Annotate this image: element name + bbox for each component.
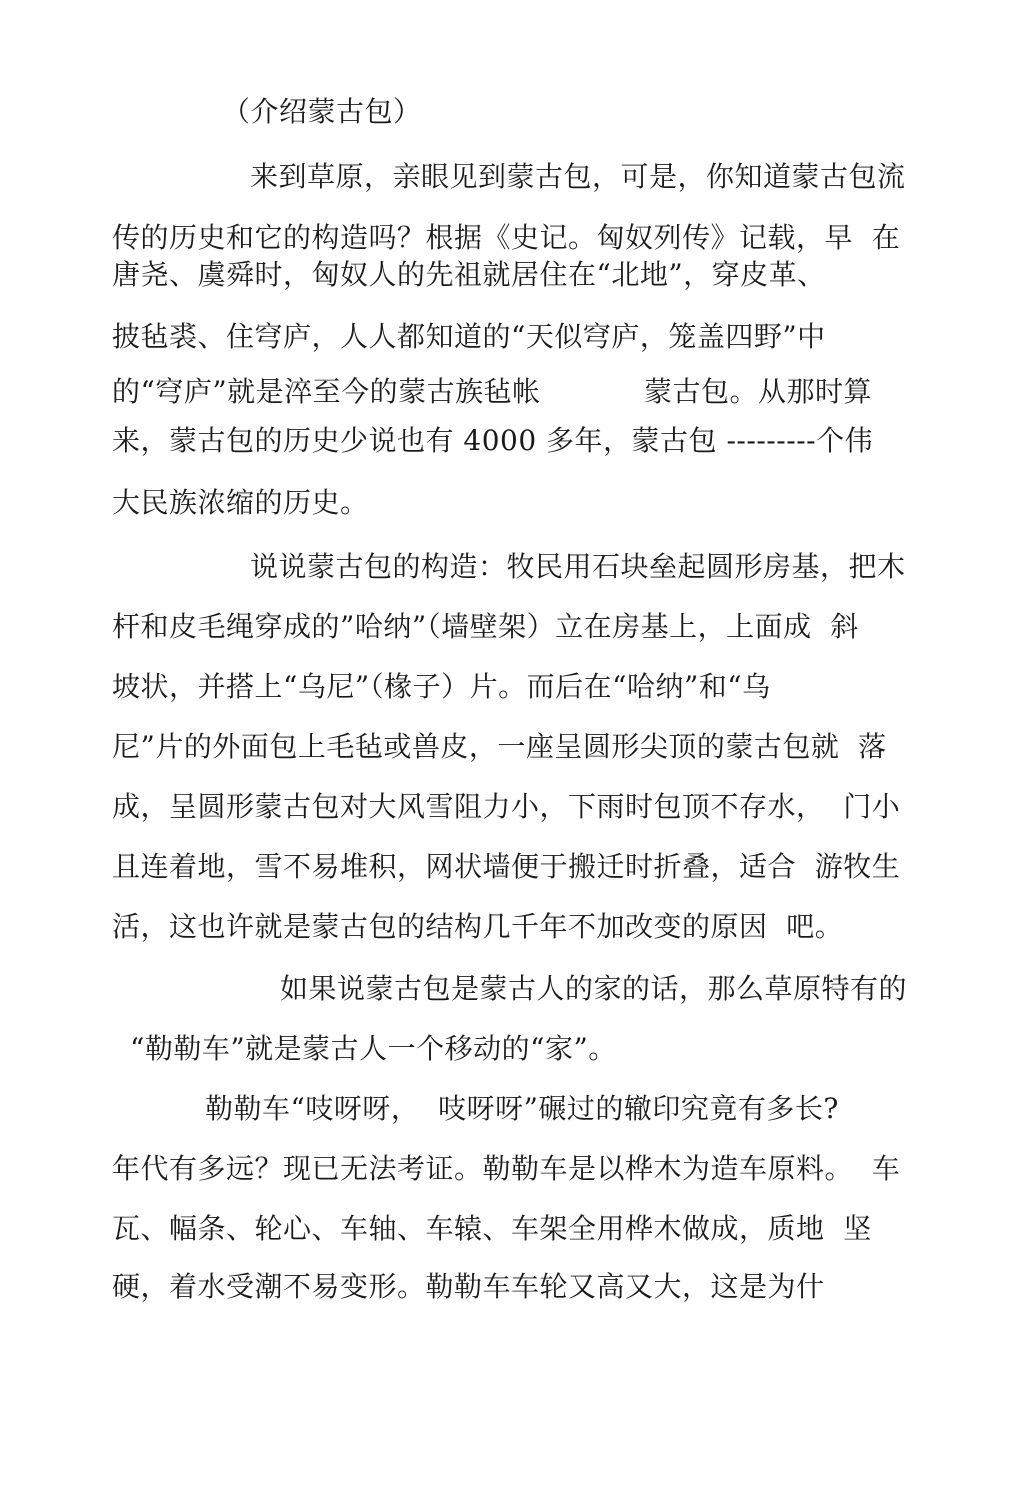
text-line: 硬，着水受潮不易变形。勒勒车车轮又高又大，这是为什	[112, 1270, 825, 1303]
text-line: 杆和皮毛绳穿成的”哈纳”（墙壁架）立在房基上，上面成 斜	[112, 610, 859, 643]
text-line: 年代有多远？现已无法考证。勒勒车是以桦木为造车原料。 车	[112, 1152, 901, 1185]
text-line: 勒勒车“吱呀呀， 吱呀呀”碾过的辙印究竟有多长?	[205, 1092, 839, 1125]
text-line: 来到草原，亲眼见到蒙古包，可是，你知道蒙古包流	[250, 160, 906, 193]
text-line: 传的历史和它的构造吗？根据《史记。匈奴列传》记载，早 在	[112, 221, 901, 254]
text-line: 来，蒙古包的历史少说也有 4000 多年，蒙古包 ---------个伟	[112, 424, 874, 457]
text-line: 的“穹庐”就是淬至今的蒙古族毡帐 蒙古包。从那时算	[112, 375, 873, 408]
text-line: 说说蒙古包的构造：牧民用石块垒起圆形房基，把木	[250, 550, 906, 583]
text-line: 成，呈圆形蒙古包对大风雪阻力小，下雨时包顶不存水， 门小	[112, 790, 901, 823]
text-line: 大民族浓缩的历史。	[112, 486, 369, 519]
text-line: 坡状，并搭上“乌尼”（椽子）片。而后在“哈纳”和“乌	[112, 670, 771, 703]
text-line: 如果说蒙古包是蒙古人的家的话，那么草原特有的	[280, 972, 908, 1005]
text-line: 瓦、幅条、轮心、车轴、车辕、车架全用桦木做成，质地 坚	[112, 1212, 872, 1245]
text-line: 活，这也许就是蒙古包的结构几千年不加改变的原因 吧。	[112, 910, 844, 943]
section-heading: （介绍蒙古包）	[222, 95, 422, 128]
text-line: 唐尧、虞舜时，匈奴人的先祖就居住在“北地”，穿皮革、	[112, 258, 826, 291]
text-line: 且连着地，雪不易堆积，网状墙便于搬迁时折叠，适合 游牧生	[112, 850, 901, 883]
text-line: “勒勒车”就是蒙古人一个移动的“家”。	[130, 1032, 617, 1065]
text-line: 尼”片的外面包上毛毡或兽皮，一座呈圆形尖顶的蒙古包就 落	[112, 730, 887, 763]
text-line: 披毡裘、住穹庐，人人都知道的“天似穹庐，笼盖四野”中	[112, 320, 826, 353]
